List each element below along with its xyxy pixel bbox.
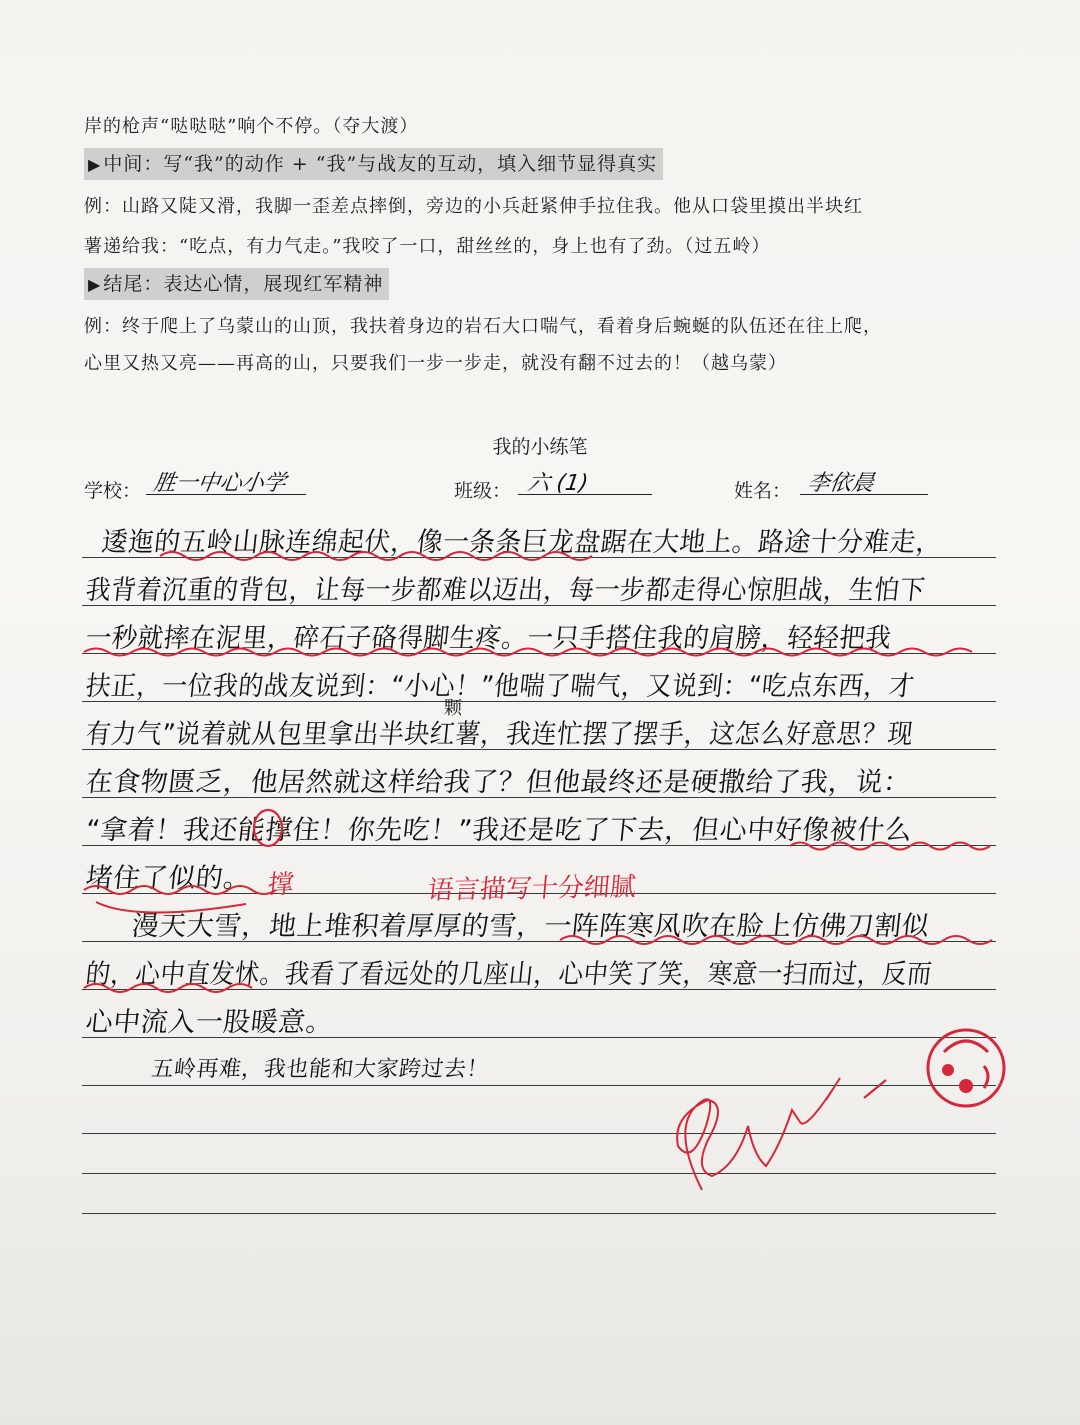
swoop-mark <box>96 902 246 913</box>
heading-middle-text: 中间：写“我”的动作 + “我”与战友的互动，填入细节显得真实 <box>103 153 658 175</box>
wavy-underline <box>84 984 252 992</box>
class-value: 六 (1) <box>525 471 590 496</box>
worksheet-title: 我的小练笔 <box>492 436 588 458</box>
correction-circle <box>254 810 282 846</box>
school-label: 学校： <box>84 480 142 502</box>
essay-line-5: 有力气”说着就从包里拿出半块红薯，我连忙摆了摆手，这怎么好意思？现 <box>84 719 915 750</box>
essay-line-2: 我背着沉重的背包，让每一步都难以迈出，每一步都走得心惊胆战，生怕下 <box>84 575 927 606</box>
triangle-arrow-icon: ▶ <box>88 275 102 294</box>
example-3-line-1: 例：终于爬上了乌蒙山的山顶，我扶着身边的岩石大口喘气，看着身后蜿蜒的队伍还在往上爬， <box>84 316 882 337</box>
name-label: 姓名： <box>734 480 792 502</box>
teacher-signature <box>677 1078 840 1190</box>
essay-line-4: 扶正，一位我的战友说到：“小心！”他喘了喘气，又说到：“吃点东西，才 <box>84 671 917 702</box>
essay-line-3: 一秒就摔在泥里，碎石子硌得脚生疼。一只手搭住我的肩膀，轻轻把我 <box>84 623 893 654</box>
wavy-underline <box>560 936 992 944</box>
teacher-comment: 语言描写十分细腻 <box>426 872 638 906</box>
school-value: 胜一中心小学 <box>151 471 288 496</box>
essay-line-1: 逶迤的五岭山脉连绵起伏，像一条条巨龙盘踞在大地上。路途十分难走， <box>100 527 944 558</box>
inserted-character: 颗 <box>444 698 463 719</box>
wavy-underline <box>160 552 592 560</box>
wavy-underline <box>790 843 990 850</box>
class-label: 班级： <box>454 480 512 502</box>
example-2-line-2: 薯递给我：“吃点，有力气走。”我咬了一口，甜丝丝的，身上也有了劲。（过五岭） <box>84 236 771 257</box>
teacher-correction: 撑 <box>266 869 296 901</box>
example-3-line-2: 心里又热又亮——再高的山，只要我们一步一步走，就没有翻不过去的！（越乌蒙） <box>84 353 787 374</box>
wavy-underline <box>84 886 276 894</box>
printed-line-1: 岸的枪声“哒哒哒”响个不停。（夺大渡） <box>84 116 419 137</box>
essay-line-11: 心中流入一股暖意。 <box>84 1007 335 1038</box>
essay-line-7: “拿着！我还能撑住！你先吃！”我还是吃了下去，但心中好像被什么 <box>84 815 914 846</box>
example-2-line-1: 例：山路又陡又滑，我脚一歪差点摔倒，旁边的小兵赶紧伸手拉住我。他从口袋里摸出半块红 <box>84 196 863 217</box>
name-value: 李依晨 <box>805 471 876 496</box>
essay-line-6: 在食物匮乏，他居然就这样给我了？但他最终还是硬撒给了我，说： <box>84 767 913 798</box>
smiley-stamp-icon <box>928 1030 1004 1106</box>
essay-line-12: 五岭再难，我也能和大家跨过去！ <box>150 1057 491 1082</box>
heading-end-text: 结尾：表达心情，展现红军精神 <box>103 273 384 295</box>
essay-line-8: 堵住了似的。 <box>84 863 253 894</box>
wavy-underline <box>84 649 972 656</box>
triangle-arrow-icon: ▶ <box>88 155 102 174</box>
teacher-signature <box>864 1080 886 1098</box>
essay-line-10: 的，心中直发怵。我看了看远处的几座山，心中笑了笑，寒意一扫而过，反而 <box>84 959 934 990</box>
essay-line-9: 漫天大雪，地上堆积着厚厚的雪，一阵阵寒风吹在脸上仿佛刀割似 <box>130 911 931 942</box>
